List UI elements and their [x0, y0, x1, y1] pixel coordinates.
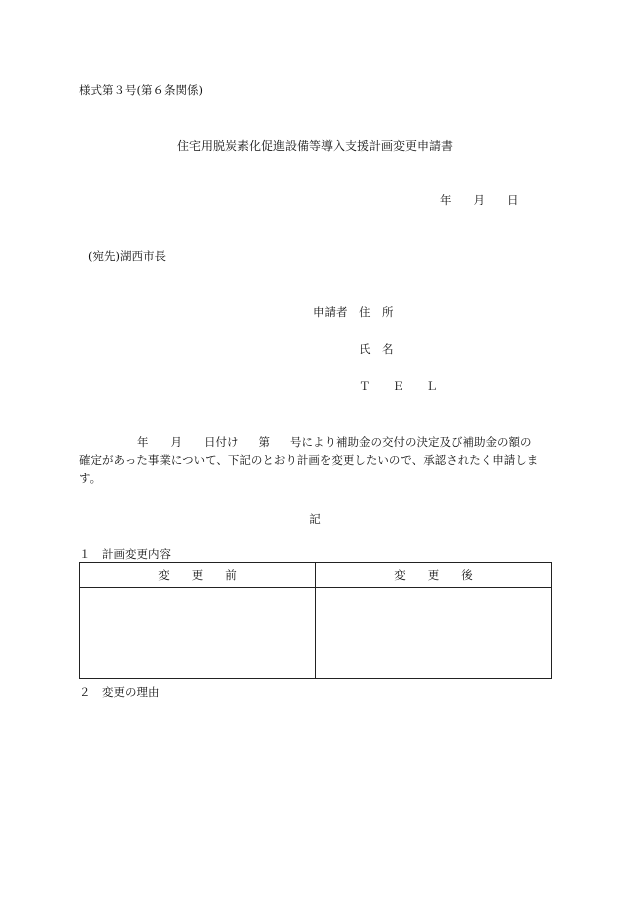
request-body-text — [79, 433, 554, 487]
ki-heading: 記 — [309, 512, 321, 526]
header-after: 変更後 — [316, 563, 552, 588]
after-content-cell[interactable] — [316, 588, 552, 679]
section-1-heading: １ 計画変更内容 — [79, 547, 171, 561]
applicant-name-label: 氏 名 — [359, 342, 394, 356]
section-2-heading: ２ 変更の理由 — [79, 685, 160, 699]
addressee: (宛先)湖西市長 — [88, 249, 166, 263]
change-content-table — [79, 562, 552, 679]
form-number: 様式第３号(第６条関係) — [79, 83, 203, 97]
date-month-label: 月 — [473, 193, 485, 207]
body-line-2: 確定があった事業について、下記のとおり計画を変更したいので、承認されたく申請しま — [79, 453, 539, 467]
body-line-3: す。 — [79, 471, 102, 485]
date-line — [440, 192, 519, 208]
before-content-cell[interactable] — [80, 588, 316, 679]
applicant-tel-label: ＴＥＬ — [359, 379, 460, 393]
body-line-1: 年 月 日付け 第 号により補助金の交付の決定及び補助金の額の — [137, 435, 532, 449]
date-day-label: 日 — [507, 193, 519, 207]
header-before: 変更前 — [80, 563, 316, 588]
document-title: 住宅用脱炭素化促進設備等導入支援計画変更申請書 — [176, 139, 453, 153]
applicant-label: 申請者 — [313, 305, 348, 319]
applicant-address-label: 住 所 — [359, 305, 394, 319]
date-year-label: 年 — [440, 193, 452, 207]
